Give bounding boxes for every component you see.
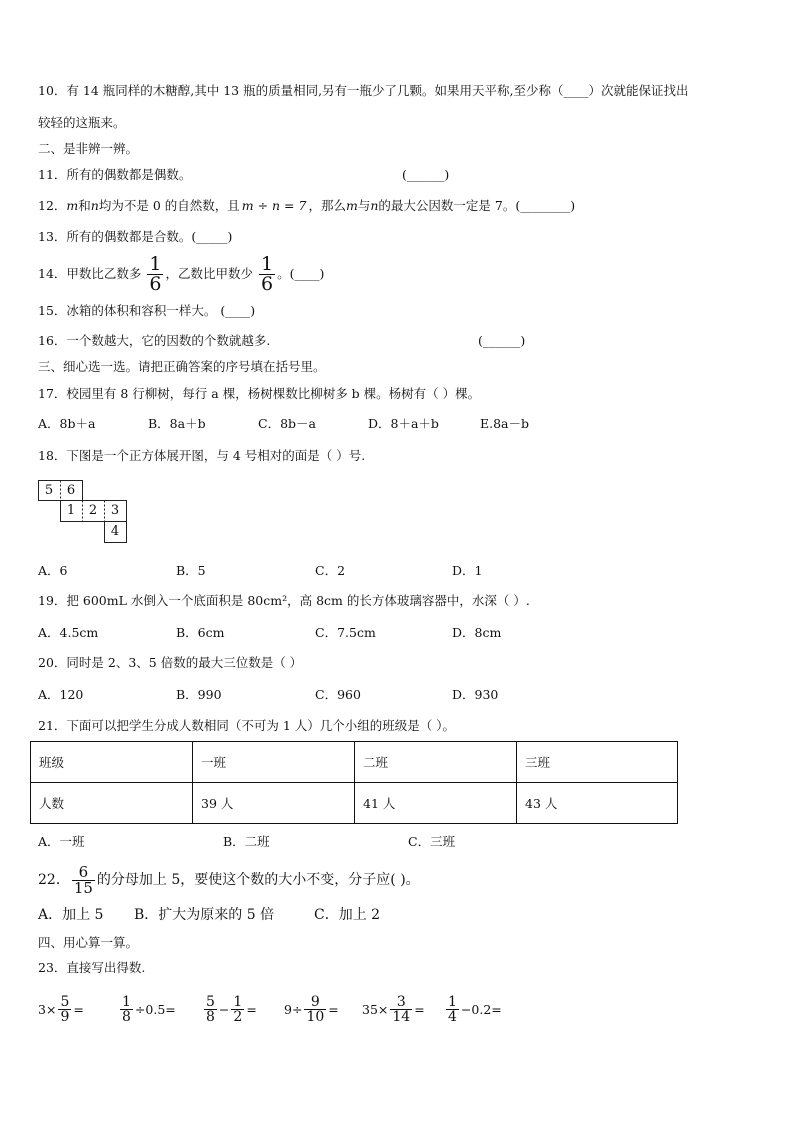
q21-option-a[interactable]: A．一班 [38,834,85,849]
table-header-cell: 一班 [193,742,355,783]
q12-var-m-2: m [345,198,358,213]
q12-and: 和 [78,198,91,213]
net-face-2: 2 [88,503,98,518]
q14-post: 。(____) [277,266,325,281]
q20-option-a[interactable]: A．120 [38,687,84,702]
table-cell: 人数 [31,783,193,824]
calc-expression-1: 3× $\frac{5}{9}$ = [38,994,84,1025]
q19-text: 19．把 600mL 水倒入一个底面积是 80cm²，高 8cm 的长方体玻璃容器中，水深（ ）. [38,593,530,608]
q14-fraction-2: $\frac{1}{6}$ [260,253,274,295]
q12-number: 12． [38,198,67,213]
q19-option-b[interactable]: B．6cm [176,625,225,640]
q13-text: 13．所有的偶数都是合数。(_____) [38,229,233,244]
q22-option-a[interactable]: A．加上 5 [38,907,104,923]
q23-text: 23．直接写出得数. [38,960,146,975]
q14-fraction-1: $\frac{1}{6}$ [149,253,162,295]
q19-option-c[interactable]: C．7.5cm [315,625,376,640]
q17-option-d[interactable]: D．8＋a＋b [368,416,439,431]
q12-var-m: m [66,198,79,213]
q11-text: 11．所有的偶数都是偶数。 [38,167,192,182]
q21-text: 21．下面可以把学生分成人数相同（不可为 1 人）几个小组的班级是（ ）。 [38,718,456,733]
calc-expression-3: $\frac{5}{8}$ − $\frac{1}{2}$ = [206,994,257,1025]
q16-text: 16．一个数越大，它的因数的个数就越多. [38,333,271,348]
q20-text: 20．同时是 2、3、5 倍数的最大三位数是（ ） [38,655,303,670]
section-4-heading: 四、用心算一算。 [38,935,139,950]
q21-options [38,833,738,851]
table-header-cell: 三班 [517,742,678,783]
section-3-heading: 三、细心选一选。请把正确答案的序号填在括号里。 [38,359,326,374]
q18-option-b[interactable]: B．5 [176,563,206,578]
q17-option-b[interactable]: B．8a＋b [148,416,206,431]
q21-option-b[interactable]: B．二班 [223,834,270,849]
q18-option-a[interactable]: A．6 [38,563,68,578]
table-row [31,742,678,783]
q14-pre: 14．甲数比乙数多 [38,266,142,281]
net-face-6: 6 [66,483,76,498]
net-face-3: 3 [110,503,120,518]
q22-options [38,906,738,926]
q12-post1: ，那么 [308,198,346,213]
q11-answer-blank[interactable]: (______) [402,167,450,182]
q17-text: 17．校园里有 8 行柳树，每行 a 棵，杨树棵数比柳树多 b 棵。杨树有（ ）棵。 [38,386,481,401]
q21-option-c[interactable]: C．三班 [408,834,456,849]
q12-var-n-2: n [370,198,379,213]
section-2-heading: 二、是非辨一辨。 [38,141,139,156]
q22-number: 22． [38,872,70,888]
q17-option-c[interactable]: C．8b－a [258,416,316,431]
q12-equation: m ÷ n = 7 [241,198,307,213]
net-face-4: 4 [110,524,120,539]
table-cell: 39 人 [193,783,355,824]
table-header-cell: 班级 [31,742,193,783]
q10-line1: 10．有 14 瓶同样的木糖醇,其中 13 瓶的质量相同,另有一瓶少了几颗。如果用天平称,至少称（____）次就能保证找出 [38,83,689,98]
q22-fraction: $\frac{6}{15}$ [73,862,93,897]
calc-expression-6: $\frac{1}{4}$ −0.2= [448,994,502,1025]
q12-var-n: n [90,198,99,213]
q22-option-b[interactable]: B．扩大为原来的 5 倍 [134,907,275,923]
q20-options [38,686,738,704]
q17-option-e[interactable]: E.8a－b [480,416,530,431]
net-face-5: 5 [44,483,54,498]
table-header-cell: 二班 [355,742,517,783]
q14-mid: ，乙数比甲数少 [165,266,253,281]
q12-mid: 均为不是 0 的自然数，且 [98,198,240,213]
class-table [30,741,678,824]
calc-expression-5: 35× $\frac{3}{14}$ = [362,994,425,1025]
q20-option-d[interactable]: D．930 [452,687,499,702]
q22-line [38,860,420,900]
table-row [31,783,678,824]
net-face-1: 1 [66,503,76,518]
q14-line [38,255,324,294]
calc-expression-2: $\frac{1}{8}$ ÷0.5= [122,994,176,1025]
q19-option-a[interactable]: A．4.5cm [38,625,99,640]
q19-option-d[interactable]: D．8cm [452,625,502,640]
q20-option-b[interactable]: B．990 [176,687,222,702]
table-cell: 43 人 [517,783,678,824]
table-cell: 41 人 [355,783,517,824]
calc-expression-4: 9÷ $\frac{9}{10}$ = [284,994,339,1025]
q12-line [38,197,575,215]
q22-text: 的分母加上 5，要使这个数的大小不变，分子应( )。 [96,872,420,888]
q17-option-a[interactable]: A．8b＋a [38,416,96,431]
q16-answer-blank[interactable]: (______) [478,333,526,348]
q19-options [38,624,738,642]
q18-option-d[interactable]: D．1 [452,563,483,578]
q12-post3: 的最大公因数一定是 7。(________) [378,198,576,213]
q18-option-c[interactable]: C．2 [315,563,346,578]
q12-post2: 与 [357,198,371,213]
q18-options [38,562,738,580]
q17-options [38,415,738,433]
q18-text: 18．下图是一个正方体展开图，与 4 号相对的面是（ ）号. [38,448,366,463]
q15-text: 15．冰箱的体积和容积一样大。 (____) [38,303,256,318]
q22-option-c[interactable]: C．加上 2 [314,907,381,923]
q10-line2: 较轻的这瓶来。 [38,115,126,130]
q20-option-c[interactable]: C．960 [315,687,361,702]
